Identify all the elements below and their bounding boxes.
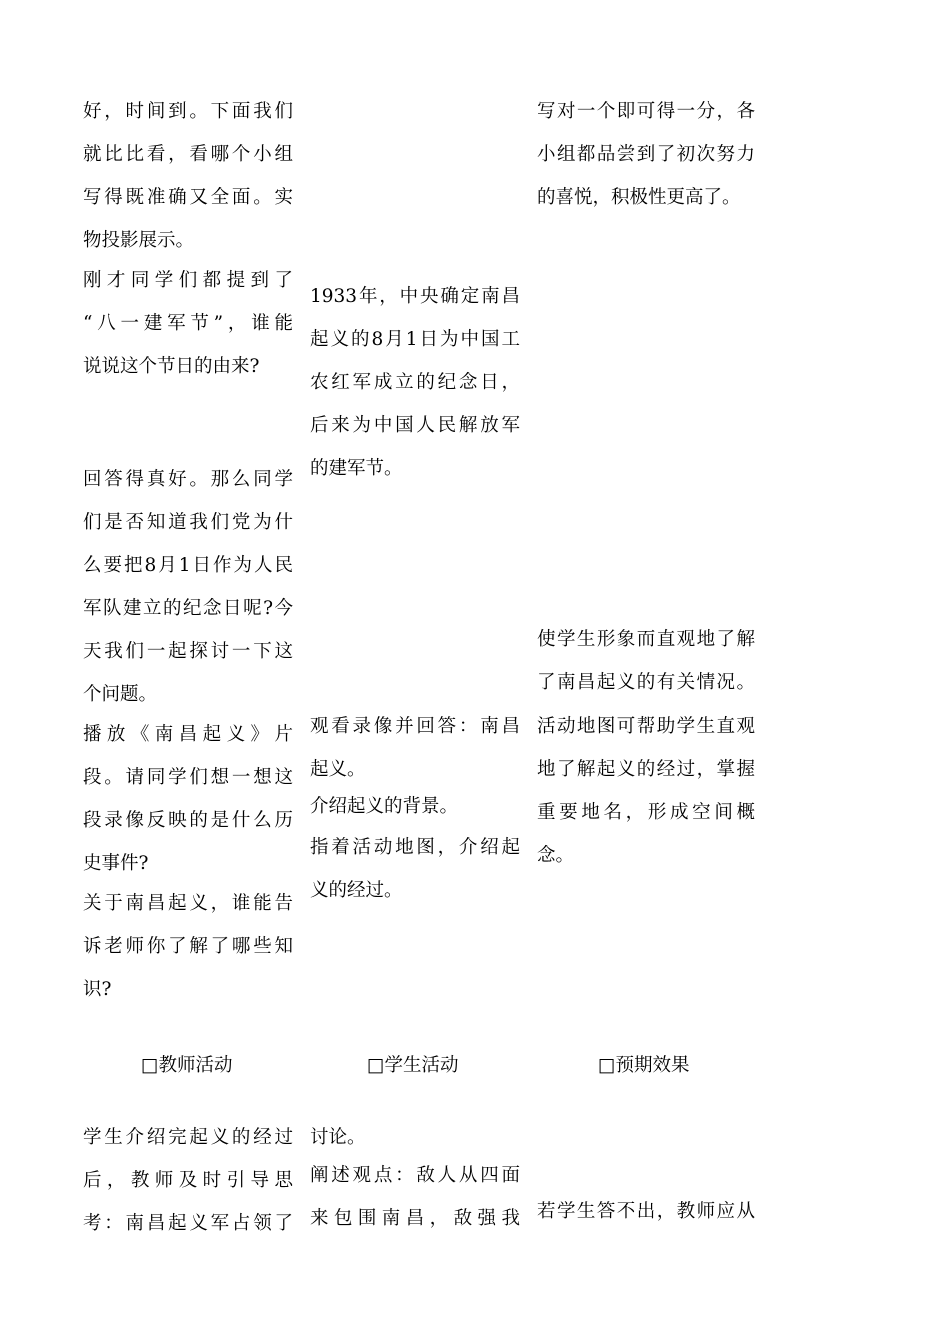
text-line: 指着活动地图，介绍起 [310,837,520,858]
text-line: 后来为中国人民解放军 [310,415,520,436]
text-line: 介绍起义的背景。 [310,796,459,817]
text-line: 史事件? [83,853,149,874]
text-line: 起义的8月1日为中国工 [310,329,520,350]
text-line: 就比比看，看哪个小组 [83,144,293,165]
text-line: 来包围南昌，敌强我 [310,1208,520,1229]
text-line: “八一建军节”，谁能 [83,313,293,334]
text-line: 观看录像并回答：南昌 [310,716,520,737]
text-line: 后，教师及时引导思 [83,1170,293,1191]
text-line: 的喜悦，积极性更高了。 [537,187,741,208]
expected-effect-header: □预期效果 [598,1055,690,1076]
text-line: 考：南昌起义军占领了 [83,1213,293,1234]
text-line: 播放《南昌起义》片 [83,724,293,745]
text-line: 诉老师你了解了哪些知 [83,936,293,957]
text-line: 么要把8月1日作为人民 [83,555,293,576]
text-line: 关于南昌起义，谁能告 [83,893,293,914]
text-line: 活动地图可帮助学生直观 [537,716,755,737]
text-line: 学生介绍完起义的经过 [83,1127,293,1148]
text-line: 识? [83,979,112,1000]
text-line: 1933年，中央确定南昌 [310,286,520,307]
text-line: 起义。 [310,759,366,780]
text-line: 回答得真好。那么同学 [83,469,293,490]
text-line: 阐述观点：敌人从四面 [310,1165,520,1186]
text-line: 说说这个节日的由来? [83,356,260,377]
text-line: 段录像反映的是什么历 [83,810,293,831]
text-line: 的建军节。 [310,458,403,479]
text-line: 刚才同学们都提到了 [83,270,293,291]
student-activity-header: □学生活动 [367,1055,459,1076]
teacher-activity-header: □教师活动 [141,1055,233,1076]
text-line: 写得既准确又全面。实 [83,187,293,208]
text-line: 义的经过。 [310,880,403,901]
text-line: 使学生形象而直观地了解 [537,629,755,650]
text-line: 天我们一起探讨一下这 [83,641,293,662]
text-line: 物投影展示。 [83,230,195,251]
text-line: 农红军成立的纪念日， [310,372,520,393]
text-line: 们是否知道我们党为什 [83,512,293,533]
text-line: 重要地名，形成空间概 [537,802,755,823]
text-line: 军队建立的纪念日呢?今 [83,598,293,619]
text-line: 地了解起义的经过，掌握 [537,759,755,780]
text-line: 讨论。 [310,1127,366,1148]
text-line: 段。请同学们想一想这 [83,767,293,788]
text-line: 写对一个即可得一分，各 [537,101,755,122]
text-line: 小组都品尝到了初次努力 [537,144,755,165]
text-line: 念。 [537,845,575,866]
text-line: 好，时间到。下面我们 [83,101,293,122]
text-line: 个问题。 [83,684,158,705]
text-line: 了南昌起义的有关情况。 [537,672,755,693]
text-line: 若学生答不出，教师应从 [537,1201,755,1222]
